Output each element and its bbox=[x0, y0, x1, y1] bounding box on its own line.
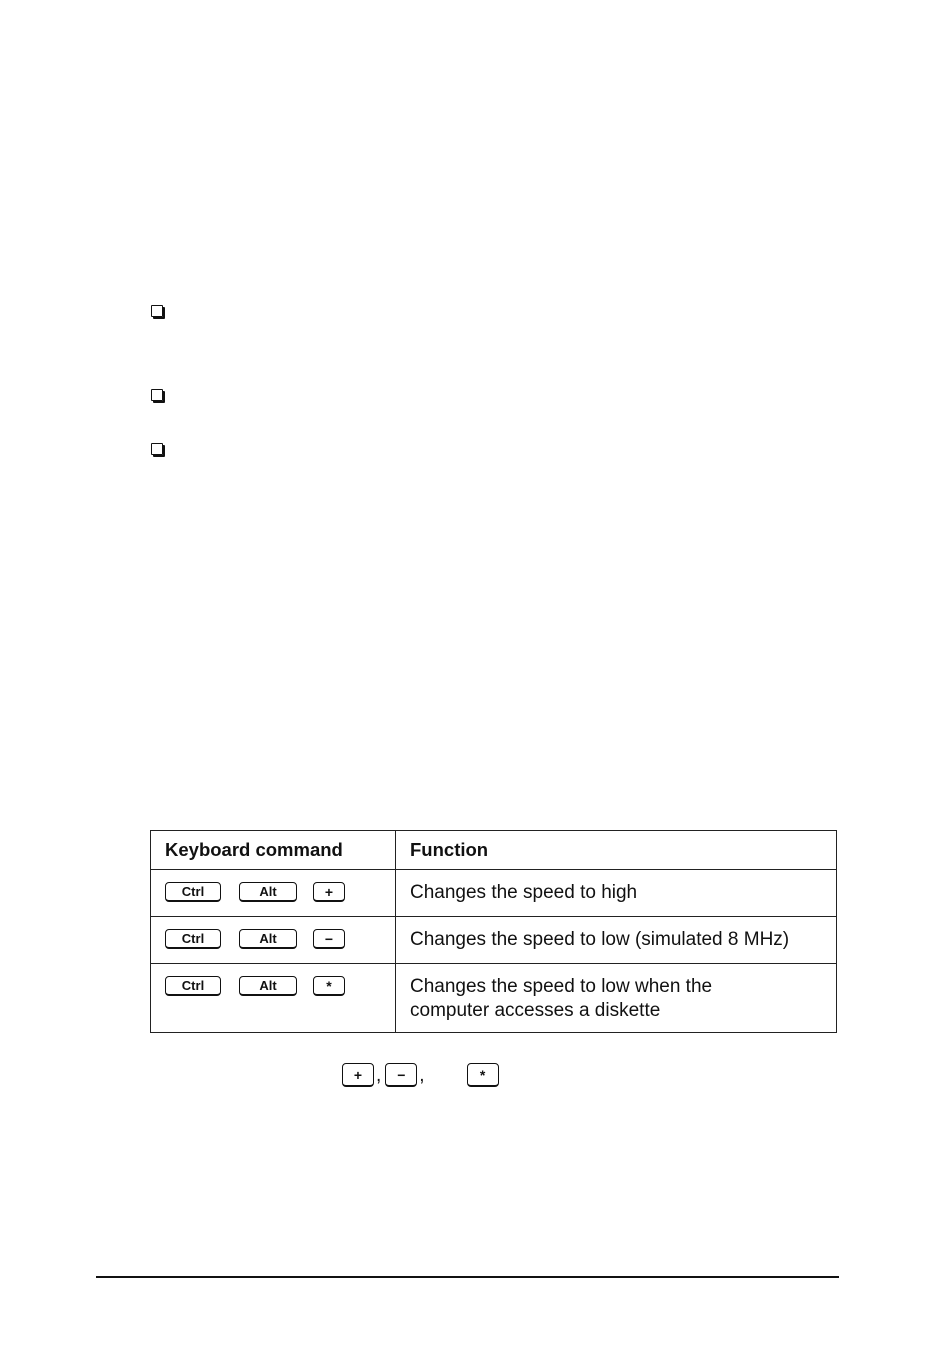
function-cell bbox=[396, 870, 837, 917]
bullet-checkbox-3 bbox=[151, 443, 163, 455]
function-text: Changes the speed to low (simulated 8 MHz) bbox=[410, 929, 790, 950]
function-cell bbox=[396, 964, 837, 1033]
alt-key: Alt bbox=[239, 929, 297, 949]
header-keyboard-command: Keyboard command bbox=[151, 831, 396, 870]
comma: , bbox=[376, 1065, 382, 1086]
header-function: Function bbox=[396, 831, 837, 870]
function-text bbox=[410, 964, 822, 1023]
keyboard-command-table bbox=[150, 830, 837, 1033]
alt-key: Alt bbox=[239, 882, 297, 902]
ctrl-key: Ctrl bbox=[165, 882, 221, 902]
plus-key: + bbox=[342, 1063, 374, 1087]
key-legend bbox=[342, 1063, 499, 1087]
alt-key: Alt bbox=[239, 976, 297, 996]
asterisk-key: * bbox=[313, 976, 345, 996]
footer-rule bbox=[96, 1276, 839, 1278]
plus-key: + bbox=[313, 882, 345, 902]
table-row bbox=[151, 964, 837, 1033]
comma: , bbox=[419, 1065, 425, 1086]
minus-key: − bbox=[313, 929, 345, 949]
table-header-row bbox=[151, 831, 837, 870]
ctrl-key: Ctrl bbox=[165, 929, 221, 949]
key-combination bbox=[151, 964, 396, 1033]
ctrl-key: Ctrl bbox=[165, 976, 221, 996]
table-row bbox=[151, 870, 837, 917]
function-cell bbox=[396, 917, 837, 964]
bullet-checkbox-1 bbox=[151, 305, 163, 317]
function-text-line-2: computer accesses a diskette bbox=[410, 1000, 661, 1021]
table-row bbox=[151, 917, 837, 964]
bullet-checkbox-2 bbox=[151, 389, 163, 401]
minus-key: − bbox=[385, 1063, 417, 1087]
function-text-line-1: Changes the speed to low when the bbox=[410, 976, 713, 997]
asterisk-key: * bbox=[467, 1063, 499, 1087]
key-combination bbox=[151, 917, 396, 964]
key-combination bbox=[151, 870, 396, 917]
function-text: Changes the speed to high bbox=[410, 882, 638, 903]
